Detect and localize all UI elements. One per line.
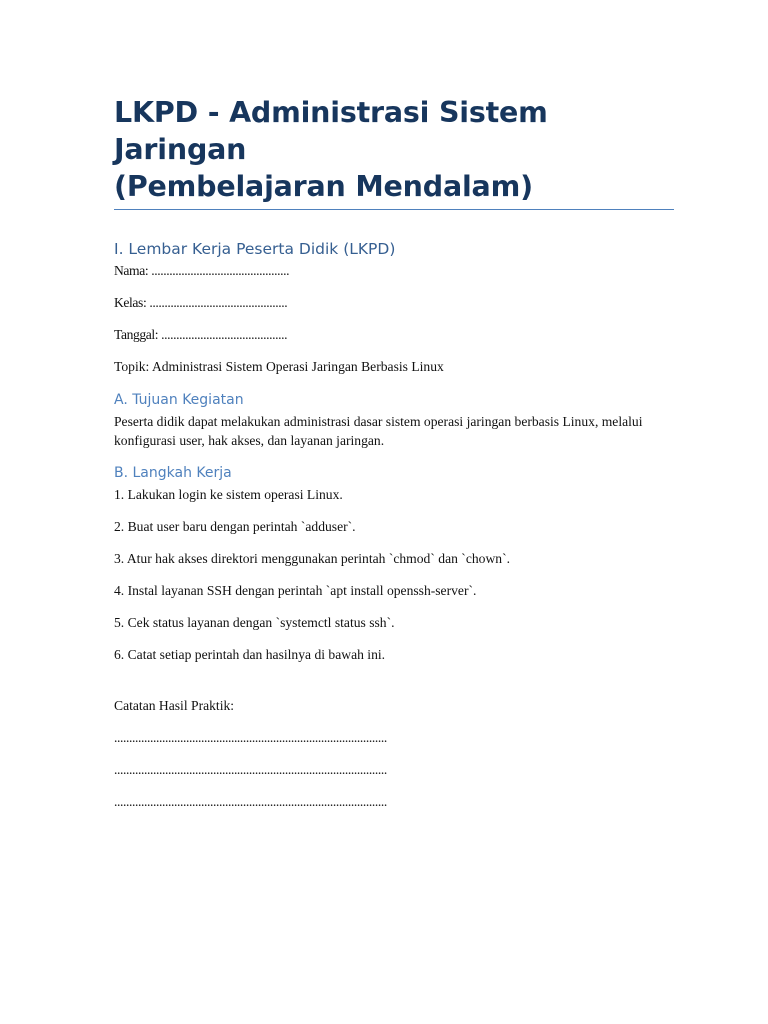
heading-tujuan: A. Tujuan Kegiatan bbox=[114, 392, 244, 408]
catatan-line-2: ........................................................................................... bbox=[114, 762, 387, 777]
step-3: 3. Atur hak akses direktori menggunakan perintah `chmod` dan `chown`. bbox=[114, 551, 510, 566]
heading-langkah: B. Langkah Kerja bbox=[114, 465, 232, 481]
title-line-1: LKPD - Administrasi Sistem Jaringan bbox=[114, 96, 548, 166]
field-nama: Nama: .............................................. bbox=[114, 263, 290, 278]
step-5: 5. Cek status layanan dengan `systemctl status ssh`. bbox=[114, 615, 395, 630]
title-line-2: (Pembelajaran Mendalam) bbox=[114, 170, 533, 203]
step-1: 1. Lakukan login ke sistem operasi Linux. bbox=[114, 487, 343, 502]
catatan-line-1: ........................................................................................... bbox=[114, 730, 387, 745]
catatan-label: Catatan Hasil Praktik: bbox=[114, 698, 235, 713]
field-kelas: Kelas: .............................................. bbox=[114, 295, 288, 310]
section-heading-lkpd: I. Lembar Kerja Peserta Didik (LKPD) bbox=[114, 240, 396, 258]
step-2: 2. Buat user baru dengan perintah `adduser`. bbox=[114, 519, 356, 534]
field-tanggal: Tanggal: .......................................... bbox=[114, 327, 288, 342]
document-title bbox=[114, 94, 674, 210]
step-6: 6. Catat setiap perintah dan hasilnya di bawah ini. bbox=[114, 647, 386, 662]
tujuan-text: Peserta didik dapat melakukan administrasi dasar sistem operasi jaringan berbasis Linux, melalui konfigurasi user, hak akses, dan layanan jaringan. bbox=[114, 414, 643, 448]
catatan-line-3: ........................................................................................... bbox=[114, 794, 387, 809]
step-4: 4. Instal layanan SSH dengan perintah `apt install openssh-server`. bbox=[114, 583, 477, 598]
field-topik: Topik: Administrasi Sistem Operasi Jaringan Berbasis Linux bbox=[114, 359, 444, 374]
